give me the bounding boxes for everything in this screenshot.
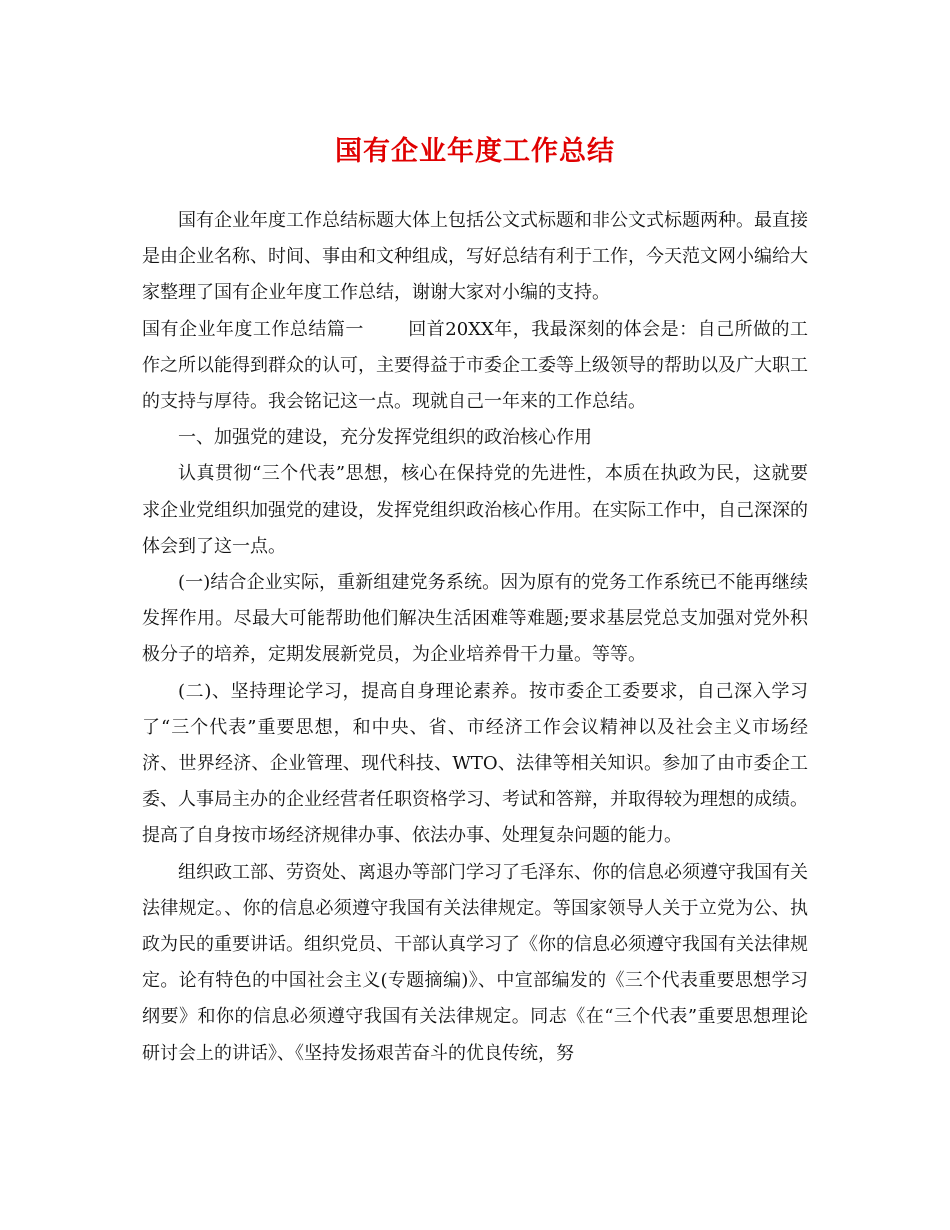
body-paragraph-1: 认真贯彻“三个代表”思想，核心在保持党的先进性，本质在执政为民，这就要求企业党组织加强党的建设，发挥党组织政治核心作用。在实际工作中，自己深深的体会到了这一点。: [142, 463, 808, 557]
part-first-text: 回首20XX年，我最深刻的体会是：自己所做的工作之所以能得到群众的认可，主要得益于市委企工委等上级领导的帮助以及广大职工的支持与厚待。我会铭记这一点。现就自己一年来的工作总结。: [142, 318, 809, 413]
section-heading: 一、加强党的建设，充分发挥党组织的政治核心作用: [178, 427, 592, 449]
body-paragraph-4: 组织政工部、劳资处、离退办等部门学习了毛泽东、你的信息必须遵守我国有关法律规定。、你的信息必须遵守我国有关法律规定。等国家领导人关于立党为公、执政为民的重要讲话。组织党员、干部认真学习了《你的信息必须遵守我国有关法律规定。论有特色的中国社会主义(专题摘编)》、中宣部编发的《三个代表重要思想学习纲要》和你的信息必须遵守我国有关法律规定。同志《在“三个代表”重要思想理论研讨会上的讲话》、《坚持发扬艰苦奋斗的优良传统，努: [142, 861, 808, 1064]
document-body: [142, 203, 808, 1072]
document-title: 国有企业年度工作总结: [335, 136, 615, 167]
body-paragraph-3: (二)、坚持理论学习，提高自身理论素养。按市委企工委要求，自己深入学习了“三个代表”重要思想，和中央、省、市经济工作会议精神以及社会主义市场经济、世界经济、企业管理、现代科技、WTO、法律等相关知识。参加了由市委企工委、人事局主办的企业经营者任职资格学习、考试和答辩，并取得较为理想的成绩。提高了自身按市场经济规律办事、依法办事、处理复杂问题的能力。: [142, 680, 808, 847]
part-label: 国有企业年度工作总结篇一: [142, 318, 364, 340]
part-one-paragraph: [142, 312, 808, 421]
body-paragraph-2: (一)结合企业实际，重新组建党务系统。因为原有的党务工作系统已不能再继续发挥作用。尽最大可能帮助他们解决生活困难等难题;要求基层党总支加强对党外积极分子的培养，定期发展新党员，为企业培养骨干力量。等等。: [142, 572, 808, 666]
intro-paragraph: 国有企业年度工作总结标题大体上包括公文式标题和非公文式标题两种。最直接是由企业名称、时间、事由和文种组成，写好总结有利于工作，今天范文网小编给大家整理了国有企业年度工作总结，谢谢大家对小编的支持。: [142, 210, 808, 304]
